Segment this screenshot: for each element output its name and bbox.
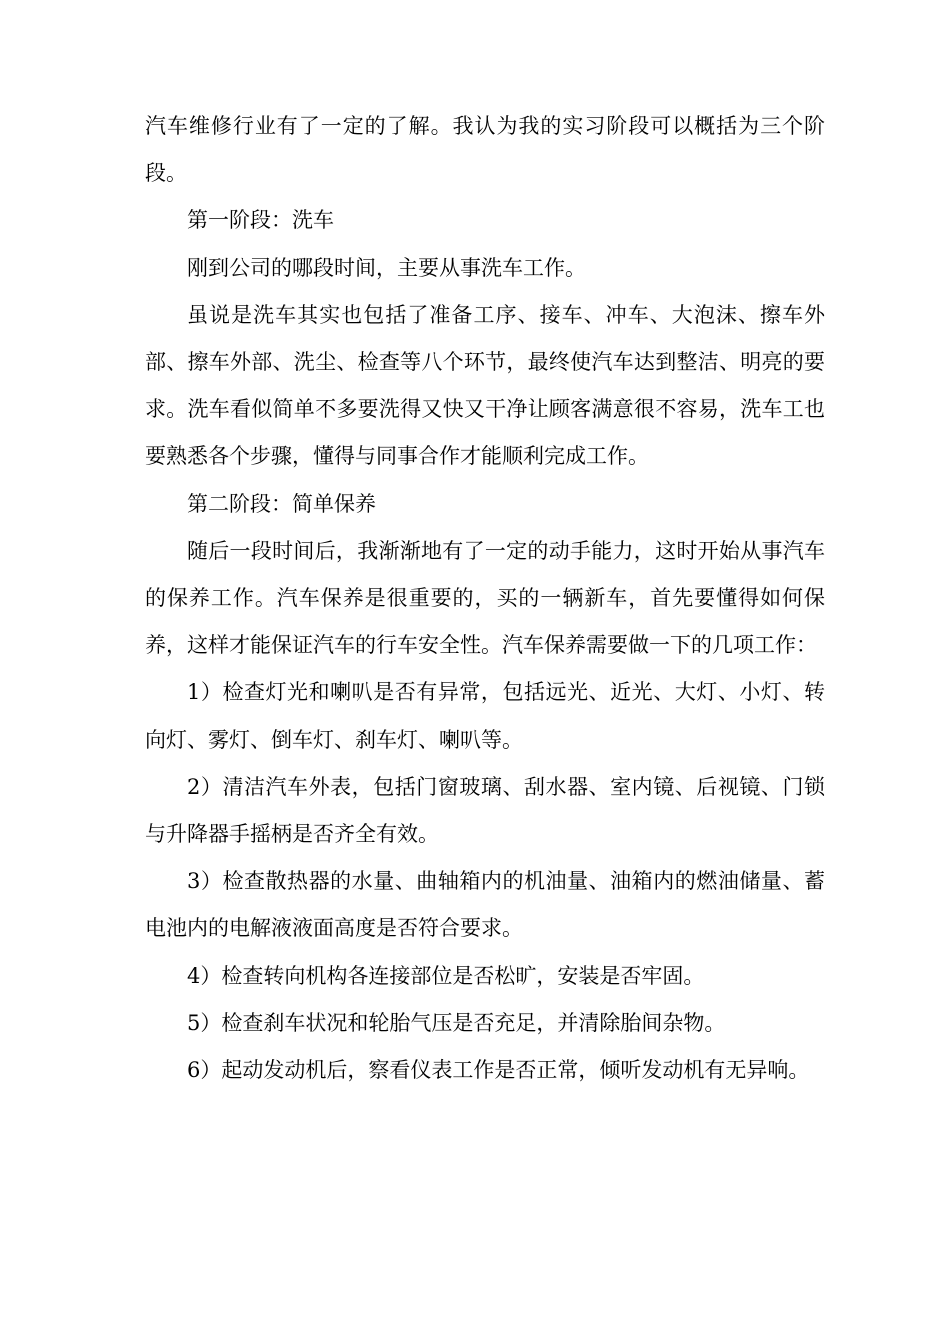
list-item-5: 5）检查刹车状况和轮胎气压是否充足，并清除胎间杂物。 [187, 1010, 726, 1035]
paragraph-intro-washing: 刚到公司的哪段时间，主要从事洗车工作。 [187, 255, 586, 280]
list-item-1: 1）检查灯光和喇叭是否有异常，包括远光、近光、大灯、小灯、转向灯、雾灯、倒车灯、刹车灯、喇叭等。 [145, 680, 825, 752]
document-body [145, 103, 825, 1094]
list-item-4: 4）检查转向机构各连接部位是否松旷，安装是否牢固。 [187, 963, 705, 988]
paragraph-continuation: 汽车维修行业有了一定的了解。我认为我的实习阶段可以概括为三个阶段。 [145, 114, 825, 186]
section-heading-stage-two: 第二阶段：简单保养 [187, 491, 376, 516]
paragraph-washing-steps: 虽说是洗车其实也包括了准备工序、接车、冲车、大泡沫、擦车外部、擦车外部、洗尘、检查等八个环节，最终使汽车达到整洁、明亮的要求。洗车看似简单不多要洗得又快又干净让顾客满意很不容易，洗车工也要熟悉各个步骤，懂得与同事合作才能顺利完成工作。 [145, 302, 825, 469]
list-item-2: 2）清洁汽车外表，包括门窗玻璃、刮水器、室内镜、后视镜、门锁与升降器手摇柄是否齐全有效。 [145, 774, 825, 847]
paragraph-maintenance-intro: 随后一段时间后，我渐渐地有了一定的动手能力，这时开始从事汽车的保养工作。汽车保养是很重要的，买的一辆新车，首先要懂得如何保养，这样才能保证汽车的行车安全性。汽车保养需要做一下的几项工作： [145, 538, 825, 658]
list-item-6: 6）起动发动机后，察看仪表工作是否正常，倾听发动机有无异响。 [187, 1058, 810, 1083]
section-heading-stage-one: 第一阶段：洗车 [187, 208, 334, 233]
list-item-3: 3）检查散热器的水量、曲轴箱内的机油量、油箱内的燃油储量、蓄电池内的电解液液面高度是否符合要求。 [145, 869, 825, 941]
